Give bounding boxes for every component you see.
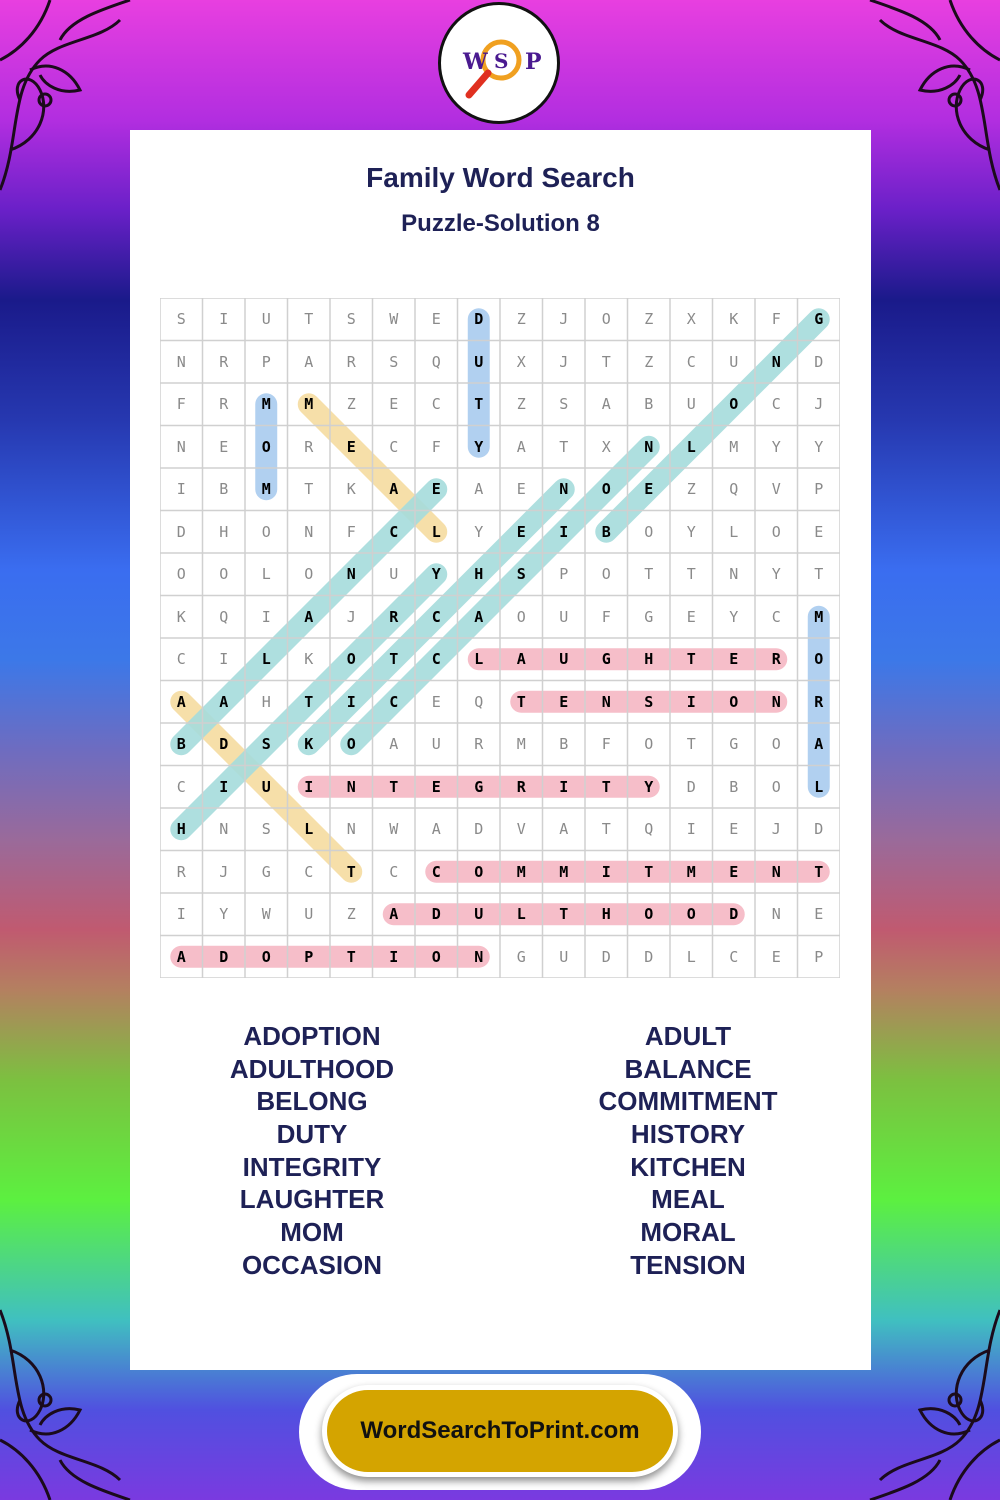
grid-cell[interactable]: L	[814, 777, 824, 796]
grid-cell[interactable]: M	[686, 862, 696, 881]
grid-cell[interactable]: I	[559, 777, 569, 796]
grid-cell[interactable]: A	[389, 480, 399, 498]
grid-cell[interactable]: X	[516, 352, 526, 371]
grid-cell[interactable]: O	[431, 947, 441, 966]
grid-cell[interactable]: C	[431, 862, 441, 881]
grid-cell[interactable]: P	[261, 352, 271, 371]
grid-cell[interactable]: L	[686, 437, 696, 456]
grid-cell[interactable]: I	[219, 650, 229, 668]
magnifier-icon	[441, 5, 557, 121]
grid-cell[interactable]: O	[304, 565, 314, 583]
grid-cell[interactable]: T	[304, 692, 314, 711]
grid-cell[interactable]: G	[601, 650, 611, 668]
grid-cell[interactable]: D	[219, 735, 229, 753]
grid-cell[interactable]: F	[771, 310, 781, 328]
grid-cell[interactable]: N	[304, 522, 314, 541]
grid-cell[interactable]: E	[686, 607, 696, 626]
grid-cell[interactable]: E	[431, 692, 441, 711]
corner-ornament-bottom-left	[0, 1300, 150, 1500]
grid-cell[interactable]: Q	[474, 692, 484, 711]
grid-cell[interactable]: R	[389, 607, 399, 626]
grid-cell[interactable]: Y	[686, 522, 696, 541]
grid-cell[interactable]: X	[601, 437, 611, 456]
grid-cell[interactable]: Y	[729, 607, 739, 626]
grid-cell[interactable]: F	[346, 522, 356, 541]
grid-cell[interactable]: O	[261, 522, 271, 541]
grid-cell[interactable]: C	[771, 395, 781, 413]
grid-cell[interactable]: T	[559, 905, 569, 923]
grid-cell[interactable]: J	[559, 352, 569, 371]
grid-cell[interactable]: U	[559, 947, 569, 966]
grid-cell[interactable]: V	[771, 480, 781, 498]
logo-letter-p: P	[525, 49, 542, 75]
grid-cell[interactable]: A	[814, 735, 824, 753]
grid-cell[interactable]: R	[219, 395, 229, 413]
grid-cell[interactable]: D	[814, 352, 824, 371]
grid-cell[interactable]: R	[346, 352, 356, 371]
grid-cell[interactable]: T	[686, 735, 696, 753]
grid-cell[interactable]: Z	[346, 395, 356, 413]
grid-cell[interactable]: O	[729, 395, 739, 413]
grid-cell[interactable]: Y	[219, 905, 229, 923]
grid-cell[interactable]: R	[176, 862, 186, 881]
grid-cell[interactable]: S	[346, 310, 356, 328]
grid-cell[interactable]: U	[474, 905, 484, 923]
grid-cell[interactable]: O	[601, 310, 611, 328]
grid-cell[interactable]: C	[176, 777, 186, 796]
grid-cell[interactable]: O	[474, 862, 484, 881]
word-list-item: MEAL	[651, 1184, 725, 1215]
word-list-item: KITCHEN	[630, 1151, 746, 1182]
grid-cell[interactable]: B	[601, 522, 611, 541]
grid-cell[interactable]: S	[261, 820, 271, 838]
grid-cell[interactable]: T	[304, 310, 314, 328]
website-label: WordSearchToPrint.com	[360, 1417, 640, 1444]
page-subtitle: Puzzle-Solution 8	[401, 210, 600, 237]
grid-cell[interactable]: L	[304, 820, 314, 838]
grid-cell[interactable]: I	[389, 947, 399, 966]
grid-cell[interactable]: T	[389, 650, 399, 668]
grid-cell[interactable]: U	[474, 352, 484, 371]
word-list-item: LAUGHTER	[239, 1184, 385, 1215]
grid-cell[interactable]: I	[261, 607, 271, 626]
grid-cell[interactable]: D	[474, 820, 484, 838]
grid-cell[interactable]: I	[219, 310, 229, 328]
grid-cell[interactable]: B	[176, 735, 186, 753]
grid-cell[interactable]: U	[729, 352, 739, 371]
grid-cell[interactable]: E	[219, 437, 229, 456]
grid-cell[interactable]: Z	[516, 395, 526, 413]
grid-cell[interactable]: E	[431, 310, 441, 328]
word-list-item: BELONG	[256, 1086, 368, 1117]
grid-cell[interactable]: T	[559, 437, 569, 456]
grid-cell[interactable]: N	[644, 437, 654, 456]
grid-cell[interactable]: K	[729, 310, 739, 328]
grid-cell[interactable]: O	[261, 437, 271, 456]
word-list-item: MOM	[280, 1217, 344, 1248]
grid-cell[interactable]: R	[771, 650, 781, 668]
word-list-item: DUTY	[276, 1119, 348, 1150]
grid-cell[interactable]: T	[814, 862, 824, 881]
grid-cell[interactable]: Q	[644, 820, 654, 838]
grid-cell[interactable]: W	[261, 905, 271, 923]
word-list-item: TENSION	[630, 1249, 746, 1280]
corner-ornament-bottom-right	[850, 1300, 1000, 1500]
grid-cell[interactable]: Y	[431, 565, 441, 583]
grid-cell[interactable]: O	[219, 565, 229, 583]
word-list-item: COMMITMENT	[598, 1086, 778, 1117]
grid-cell[interactable]: J	[219, 862, 229, 881]
grid-cell[interactable]: E	[516, 480, 526, 498]
grid-cell[interactable]: I	[176, 905, 186, 923]
grid-cell[interactable]: N	[219, 820, 229, 838]
grid-cell[interactable]: N	[346, 820, 356, 838]
grid-cell[interactable]: S	[261, 735, 271, 753]
grid-cell[interactable]: T	[601, 777, 611, 796]
grid-cell[interactable]: A	[516, 650, 526, 668]
grid-cell[interactable]: K	[304, 735, 314, 753]
grid-cell[interactable]: K	[346, 480, 356, 498]
grid-cell[interactable]: O	[176, 565, 186, 583]
grid-cell[interactable]: W	[389, 820, 399, 838]
grid-cell[interactable]: U	[261, 777, 271, 796]
grid-cell[interactable]: O	[346, 735, 356, 753]
grid-cell[interactable]: S	[644, 692, 654, 711]
grid-cell[interactable]: I	[346, 692, 356, 711]
word-list-item: OCCASION	[241, 1249, 383, 1280]
grid-cell[interactable]: J	[771, 820, 781, 838]
grid-cell[interactable]: Q	[431, 352, 441, 371]
word-list-right	[518, 1020, 858, 1282]
word-list-item: INTEGRITY	[242, 1151, 382, 1182]
word-list-item: ADULT	[644, 1021, 732, 1051]
grid-cell[interactable]: O	[261, 947, 271, 966]
grid-cell[interactable]: E	[389, 395, 399, 413]
grid-cell[interactable]: A	[474, 480, 484, 498]
grid-cell[interactable]: E	[431, 777, 441, 796]
grid-cell[interactable]: T	[814, 565, 824, 583]
grid-cell[interactable]: U	[389, 565, 399, 583]
grid-cell[interactable]: N	[559, 480, 569, 498]
grid-cell[interactable]: A	[601, 395, 611, 413]
grid-cell[interactable]: F	[601, 735, 611, 753]
grid-cell[interactable]: K	[304, 650, 314, 668]
grid-cell[interactable]: T	[304, 480, 314, 498]
corner-ornament-top-right	[850, 0, 1000, 200]
grid-cell[interactable]: H	[601, 905, 611, 923]
grid-cell[interactable]: O	[771, 735, 781, 753]
grid-cell[interactable]: M	[729, 437, 739, 456]
grid-cell[interactable]: C	[389, 862, 399, 881]
wsp-logo[interactable]	[438, 2, 560, 124]
grid-cell[interactable]: D	[219, 947, 229, 966]
grid-cell[interactable]: A	[219, 692, 229, 711]
grid-cell[interactable]: F	[601, 607, 611, 626]
grid-cell[interactable]: P	[814, 947, 824, 966]
grid-cell[interactable]: H	[644, 650, 654, 668]
grid-cell[interactable]: C	[431, 650, 441, 668]
grid-cell[interactable]: F	[431, 437, 441, 456]
grid-cell[interactable]: E	[729, 820, 739, 838]
grid-cell[interactable]: S	[516, 565, 526, 583]
grid-cell[interactable]: E	[771, 947, 781, 966]
grid-cell[interactable]: T	[389, 777, 399, 796]
grid-cell[interactable]: T	[644, 565, 654, 583]
grid-cell[interactable]: L	[431, 522, 441, 541]
grid-cell[interactable]: G	[261, 862, 271, 881]
grid-cell[interactable]: C	[389, 692, 399, 711]
grid-cell[interactable]: B	[219, 480, 229, 498]
grid-cell[interactable]: N	[176, 437, 186, 456]
grid-cell[interactable]: K	[176, 607, 186, 626]
grid-cell[interactable]: I	[686, 692, 696, 711]
word-list-left	[142, 1020, 482, 1282]
grid-cell[interactable]: T	[601, 820, 611, 838]
grid-cell[interactable]: T	[346, 862, 356, 881]
grid-cell[interactable]: F	[176, 395, 186, 413]
grid-cell[interactable]: H	[261, 692, 271, 711]
grid-cell[interactable]: Z	[686, 480, 696, 498]
grid-cell[interactable]: A	[516, 437, 526, 456]
word-list-item: ADOPTION	[243, 1021, 381, 1051]
grid-cell[interactable]: U	[559, 607, 569, 626]
grid-cell[interactable]: O	[601, 565, 611, 583]
grid-cell[interactable]: I	[686, 820, 696, 838]
grid-cell[interactable]: D	[176, 522, 186, 541]
grid-cell[interactable]: M	[516, 862, 526, 881]
grid-cell[interactable]: G	[474, 777, 484, 796]
grid-cell[interactable]: S	[176, 310, 186, 328]
grid-cell[interactable]: C	[771, 607, 781, 626]
grid-cell[interactable]: Q	[219, 607, 229, 626]
grid-cell[interactable]: Q	[729, 480, 739, 498]
grid-cell[interactable]: D	[729, 905, 739, 923]
corner-ornament-top-left	[0, 0, 150, 200]
grid-cell[interactable]: R	[814, 692, 824, 711]
grid-cell[interactable]: O	[771, 777, 781, 796]
grid-cell[interactable]: D	[601, 947, 611, 966]
grid-cell[interactable]: P	[814, 480, 824, 498]
grid-cell[interactable]: H	[176, 820, 186, 838]
grid-cell[interactable]: E	[814, 522, 824, 541]
grid-cell[interactable]: C	[176, 650, 186, 668]
grid-cell[interactable]: G	[814, 310, 824, 328]
grid-cell[interactable]: D	[474, 310, 484, 328]
grid-cell[interactable]: P	[304, 947, 314, 966]
website-button[interactable]	[322, 1385, 678, 1477]
grid-cell[interactable]: I	[219, 777, 229, 796]
grid-cell[interactable]: S	[559, 395, 569, 413]
grid-cell[interactable]: L	[261, 650, 271, 668]
grid-cell[interactable]: O	[516, 607, 526, 626]
grid-cell[interactable]: O	[644, 905, 654, 923]
grid-cell[interactable]: A	[389, 735, 399, 753]
grid-cell[interactable]: Z	[346, 905, 356, 923]
grid-cell[interactable]: Y	[814, 437, 824, 456]
grid-cell[interactable]: T	[644, 862, 654, 881]
grid-cell[interactable]: S	[389, 352, 399, 371]
grid-cell[interactable]: J	[814, 395, 824, 413]
grid-cell[interactable]: G	[729, 735, 739, 753]
grid-cell[interactable]: P	[559, 565, 569, 583]
grid-cell[interactable]: U	[261, 310, 271, 328]
grid-cell[interactable]: O	[601, 480, 611, 498]
grid-cell[interactable]: Z	[644, 352, 654, 371]
grid-cell[interactable]: D	[431, 905, 441, 923]
grid-cell[interactable]: R	[304, 437, 314, 456]
grid-cell[interactable]: U	[559, 650, 569, 668]
grid-cell[interactable]: C	[686, 352, 696, 371]
grid-cell[interactable]: E	[729, 650, 739, 668]
grid-cell[interactable]: D	[814, 820, 824, 838]
grid-cell[interactable]: C	[304, 862, 314, 881]
grid-cell[interactable]: U	[304, 905, 314, 923]
grid-cell[interactable]: A	[176, 947, 186, 966]
grid-cell[interactable]: T	[474, 395, 484, 413]
grid-cell[interactable]: B	[644, 395, 654, 413]
grid-cell[interactable]: N	[346, 565, 356, 583]
grid-cell[interactable]: Y	[644, 777, 654, 796]
grid-cell[interactable]: E	[644, 480, 654, 498]
grid-cell[interactable]: O	[771, 522, 781, 541]
grid-cell[interactable]: H	[474, 565, 484, 583]
grid-cell[interactable]: A	[474, 607, 484, 626]
grid-cell[interactable]: C	[389, 522, 399, 541]
grid-cell[interactable]: N	[474, 947, 484, 966]
grid-cell[interactable]: D	[644, 947, 654, 966]
grid-cell[interactable]: N	[771, 352, 781, 371]
grid-cell[interactable]: R	[219, 352, 229, 371]
grid-cell[interactable]: C	[389, 437, 399, 456]
word-list-item: ADULTHOOD	[229, 1053, 395, 1084]
grid-cell[interactable]: O	[729, 692, 739, 711]
grid-cell[interactable]: O	[814, 650, 824, 668]
grid-cell[interactable]: C	[729, 947, 739, 966]
grid-cell[interactable]: L	[261, 565, 271, 583]
grid-cell[interactable]: R	[474, 735, 484, 753]
grid-cell[interactable]: H	[219, 522, 229, 541]
grid-cell[interactable]: N	[346, 777, 356, 796]
grid-cell[interactable]: O	[686, 905, 696, 923]
grid-cell[interactable]: N	[771, 692, 781, 711]
grid-cell[interactable]: M	[559, 862, 569, 881]
grid-cell[interactable]: D	[686, 777, 696, 796]
grid-cell[interactable]: O	[644, 735, 654, 753]
grid-cell[interactable]: I	[176, 480, 186, 498]
grid-cell[interactable]: O	[644, 522, 654, 541]
grid-cell[interactable]: I	[601, 862, 611, 881]
grid-cell[interactable]: J	[346, 607, 356, 626]
grid-cell[interactable]: Z	[516, 310, 526, 328]
grid-cell[interactable]: I	[304, 777, 314, 796]
grid-cell[interactable]: W	[389, 310, 399, 328]
grid-cell[interactable]: I	[559, 522, 569, 541]
logo-letter-s: S	[494, 49, 509, 73]
grid-cell[interactable]: A	[304, 352, 314, 371]
page-title: Family Word Search	[366, 162, 635, 193]
grid-cell[interactable]: L	[729, 522, 739, 541]
word-list-item: HISTORY	[630, 1119, 746, 1150]
grid-cell[interactable]: X	[686, 310, 696, 328]
grid-cell[interactable]: L	[686, 947, 696, 966]
grid-cell[interactable]: E	[346, 437, 356, 456]
grid-cell[interactable]: T	[686, 565, 696, 583]
word-list-item: BALANCE	[624, 1053, 752, 1084]
grid-cell[interactable]: M	[814, 607, 824, 626]
grid-cell[interactable]: U	[431, 735, 441, 753]
grid-cell[interactable]: B	[559, 735, 569, 753]
grid-cell[interactable]: N	[176, 352, 186, 371]
grid-cell[interactable]: Y	[474, 522, 484, 541]
grid-cell[interactable]: E	[559, 692, 569, 711]
grid-cell[interactable]: G	[516, 947, 526, 966]
grid-cell[interactable]: A	[559, 820, 569, 838]
grid-cell[interactable]: N	[771, 862, 781, 881]
grid-cell[interactable]: B	[729, 777, 739, 796]
grid-cell[interactable]: V	[516, 820, 526, 838]
grid-cell[interactable]: E	[516, 522, 526, 541]
grid-cell[interactable]: N	[771, 905, 781, 923]
grid-cell[interactable]: M	[261, 480, 271, 498]
grid-cell[interactable]: A	[176, 692, 186, 711]
grid-cell[interactable]: E	[814, 905, 824, 923]
grid-cell[interactable]: U	[686, 395, 696, 413]
grid-cell[interactable]: Y	[474, 437, 484, 456]
grid-cell[interactable]: L	[516, 905, 526, 923]
word-list-item: MORAL	[640, 1217, 736, 1248]
grid-cell[interactable]: T	[516, 692, 526, 711]
grid-cell[interactable]: T	[601, 352, 611, 371]
grid-cell[interactable]: Y	[771, 437, 781, 456]
grid-cell[interactable]: J	[559, 310, 569, 328]
logo-letter-w: W	[463, 49, 488, 75]
grid-cell[interactable]: C	[431, 607, 441, 626]
grid-cell[interactable]: N	[601, 692, 611, 711]
grid-cell[interactable]: L	[474, 650, 484, 668]
grid-cell[interactable]: T	[346, 947, 356, 966]
grid-cell[interactable]: E	[729, 862, 739, 881]
grid-cell[interactable]: N	[729, 565, 739, 583]
grid-cell[interactable]: G	[644, 607, 654, 626]
grid-cell[interactable]: M	[261, 395, 271, 413]
grid-cell[interactable]: E	[431, 480, 441, 498]
grid-cell[interactable]: O	[346, 650, 356, 668]
grid-cell[interactable]: M	[516, 735, 526, 753]
word-search-grid	[160, 298, 840, 978]
grid-cell[interactable]: A	[389, 905, 399, 923]
grid-cell[interactable]: A	[431, 820, 441, 838]
grid-cell[interactable]: Z	[644, 310, 654, 328]
grid-cell[interactable]: A	[304, 607, 314, 626]
grid-cell[interactable]: R	[516, 777, 526, 796]
grid-cell[interactable]: T	[686, 650, 696, 668]
grid-cell[interactable]: M	[304, 395, 314, 413]
grid-cell[interactable]: Y	[771, 565, 781, 583]
grid-cell[interactable]: C	[431, 395, 441, 413]
